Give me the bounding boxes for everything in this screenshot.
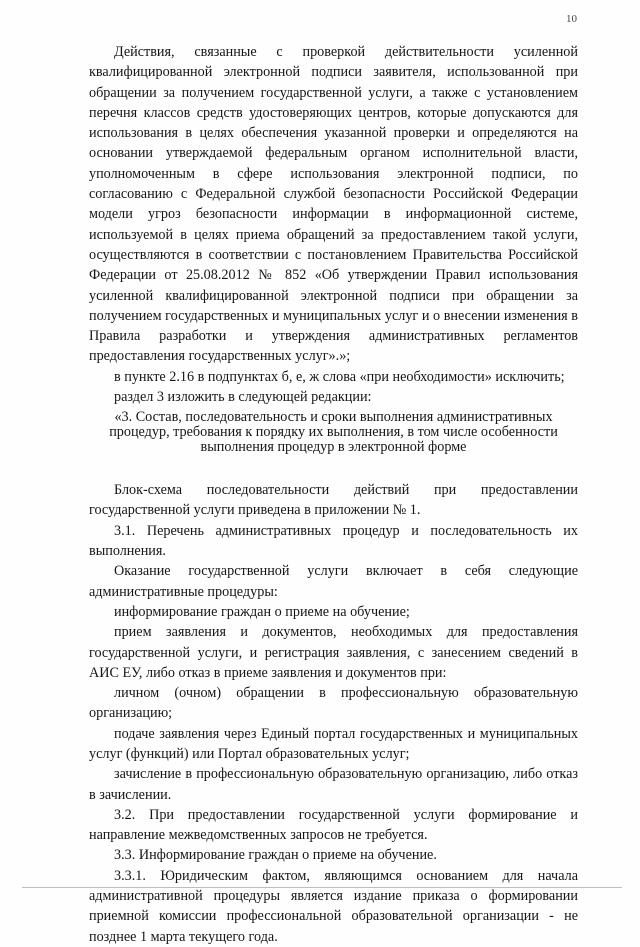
- spacer: [89, 454, 578, 480]
- list-item-enrollment: зачисление в профессиональную образовательную организацию, либо отказ в зачислении.: [89, 766, 578, 803]
- list-item-application-reception: прием заявления и документов, необходимых для предоставления государственной услуги, и регистрация заявления, с занесением сведений в АИС ЕУ, либо отказ в приеме заявления и документов при:: [89, 624, 578, 681]
- document-body: [89, 42, 578, 947]
- page-number: 10: [566, 13, 577, 25]
- page-bottom-edge: [22, 887, 622, 888]
- paragraph-clause-2-16: в пункте 2.16 в подпунктах б, е, ж слова «при необходимости» исключить;: [114, 368, 565, 385]
- paragraph-3-1: 3.1. Перечень административных процедур и последовательность их выполнения.: [89, 522, 578, 560]
- paragraph-section-3-intro: раздел 3 изложить в следующей редакции:: [114, 389, 372, 406]
- paragraph-3-3: 3.3. Информирование граждан о приеме на обучение.: [114, 847, 437, 864]
- paragraph-3-2: 3.2. При предоставлении государственной услуги формирование и направление межведомственных запросов не требуется.: [89, 806, 578, 844]
- paragraph-3-3-1: 3.3.1. Юридическим фактом, являющимся основанием для начала административной процедуры является издание приказа о формировании приемной комиссии профессиональной образовательной организации - не позднее 1 марта текущего года.: [89, 867, 578, 945]
- paragraph-flowchart: Блок-схема последовательности действий при предоставлении государственной услуги приведена в приложении № 1.: [89, 482, 578, 519]
- section-3-heading: «3. Состав, последовательность и сроки выполнения административных процедур, требования к порядку их выполнения, в том числе особенности выполнения процедур в электронной форме: [109, 409, 558, 455]
- list-item-informing: информирование граждан о приеме на обучение;: [114, 603, 410, 620]
- list-item-in-person: личном (очном) обращении в профессиональную образовательную организацию;: [89, 685, 578, 722]
- list-item-online-portal: подаче заявления через Единый портал государственных и муниципальных услуг (функций) или Портал образовательных услуг;: [89, 725, 578, 762]
- paragraph-signature-verification: Действия, связанные с проверкой действительности усиленной квалифицированной электронной подписи заявителя, использованной при обращении за получением государственной услуги, а также с установлением перечня классов средств удостоверяющих центров, которые допускаются для использования в целях обеспечения указанной проверки и определяются на основании утверждаемой федеральным органом исполнительной власти, уполномоченным в сфере использования электронной подписи, по согласованию с Федеральной службой безопасности Российской Федерации модели угроз безопасности информации в информационной системе, используемой в целях приема обращений за предоставлением такой услуги, осуществляются в соответствии с постановлением Правительства Российской Федерации от 25.08.2012 № 852 «Об утверждении Правил использования усиленной квалифицированной электронной подписи при обращении за получением государственных и муниципальных услуг и о внесении изменения в Правила разработки и утверждения административных регламентов предоставления государственных услуг».»;: [89, 44, 578, 365]
- paragraph-procedures-intro: Оказание государственной услуги включает в себя следующие административные процедуры:: [89, 563, 578, 600]
